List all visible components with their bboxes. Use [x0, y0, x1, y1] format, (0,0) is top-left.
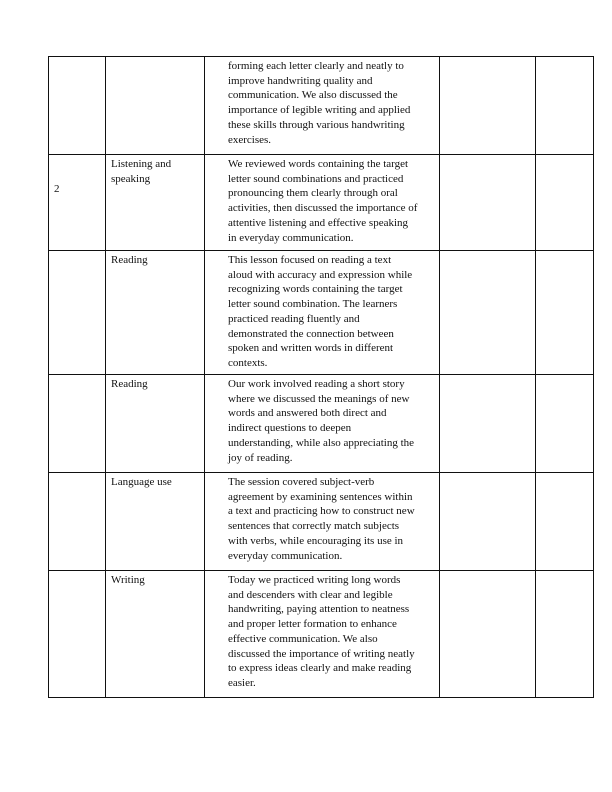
description-line: activities, then discussed the importance of — [228, 202, 418, 215]
week-number-cell — [49, 571, 106, 698]
empty-cell — [440, 375, 536, 473]
description-line: indirect questions to deepen — [228, 422, 352, 435]
strand-line: Listening and — [111, 158, 172, 170]
strand-line: Reading — [111, 378, 148, 390]
description-cell — [205, 571, 440, 698]
table-row — [49, 251, 594, 375]
description-line: aloud with accuracy and expression while — [228, 268, 413, 281]
description-line: easier. — [228, 676, 256, 689]
strand-cell — [106, 571, 205, 698]
description-line: pronouncing them clearly through oral — [228, 187, 398, 200]
description-line: Our work involved reading a short story — [228, 378, 405, 390]
empty-cell — [440, 251, 536, 375]
description-line: Today we practiced writing long words — [228, 574, 401, 586]
description-line: demonstrated the connection between — [228, 327, 394, 340]
empty-cell — [440, 571, 536, 698]
description-line: practiced reading fluently and — [228, 312, 360, 325]
description-line: understanding, while also appreciating the — [228, 436, 415, 449]
description-line: and proper letter formation to enhance — [228, 618, 397, 631]
empty-cell — [536, 571, 594, 698]
description-line: effective communication. We also — [228, 632, 378, 645]
description-line: handwriting, paying attention to neatness — [228, 603, 410, 616]
description-line: with verbs, while encouraging its use in — [228, 534, 404, 547]
description-line: a text and practicing how to construct new — [228, 505, 415, 518]
strand-cell — [106, 473, 205, 571]
description-line: where we discussed the meanings of new — [228, 392, 410, 405]
description-line: sentences that correctly match subjects — [228, 520, 400, 533]
week-number-cell — [49, 473, 106, 571]
description-line: agreement by examining sentences within — [228, 490, 413, 503]
description-cell — [205, 57, 440, 155]
description-line: recognizing words containing the target — [228, 283, 403, 296]
description-line: discussed the importance of writing neatly — [228, 647, 415, 660]
table-row — [49, 155, 594, 251]
description-line: forming each letter clearly and neatly to — [228, 60, 404, 72]
empty-cell — [536, 251, 594, 375]
week-number: 2 — [54, 183, 60, 195]
empty-cell — [440, 57, 536, 155]
description-line: these skills through various handwriting — [228, 118, 405, 131]
description-line: attentive listening and effective speaking — [228, 216, 409, 229]
strand-line: Reading — [111, 254, 148, 266]
description-line: We reviewed words containing the target — [228, 158, 409, 170]
strand-line: Writing — [111, 574, 145, 586]
empty-cell — [440, 473, 536, 571]
description-cell — [205, 375, 440, 473]
empty-cell — [536, 375, 594, 473]
strand-line: Language use — [111, 476, 172, 488]
description-line: and descenders with clear and legible — [228, 588, 393, 601]
table-row — [49, 375, 594, 473]
description-line: to express ideas clearly and make reading — [228, 662, 412, 675]
description-line: in everyday communication. — [228, 231, 354, 244]
description-line: exercises. — [228, 133, 272, 146]
description-line: words and answered both direct and — [228, 407, 387, 420]
table-row — [49, 571, 594, 698]
lesson-table-body — [49, 57, 594, 698]
empty-cell — [536, 473, 594, 571]
description-line: joy of reading. — [228, 451, 293, 464]
week-number-cell — [49, 375, 106, 473]
empty-cell — [536, 155, 594, 251]
description-line: letter sound combinations and practiced — [228, 172, 404, 185]
description-cell — [205, 251, 440, 375]
description-line: improve handwriting quality and — [228, 74, 373, 87]
strand-cell — [106, 251, 205, 375]
description-cell — [205, 155, 440, 251]
week-number-cell — [49, 155, 106, 251]
table-row — [49, 57, 594, 155]
lesson-table — [48, 56, 594, 698]
empty-cell — [536, 57, 594, 155]
description-line: importance of legible writing and applied — [228, 104, 411, 117]
description-line: contexts. — [228, 356, 268, 369]
description-line: spoken and written words in different — [228, 342, 394, 355]
description-line: This lesson focused on reading a text — [228, 254, 392, 266]
description-line: letter sound combination. The learners — [228, 298, 398, 311]
week-number-cell — [49, 251, 106, 375]
empty-cell — [440, 155, 536, 251]
table-row — [49, 473, 594, 571]
strand-cell — [106, 57, 205, 155]
strand-cell — [106, 375, 205, 473]
strand-cell — [106, 155, 205, 251]
description-line: The session covered subject-verb — [228, 476, 375, 488]
description-line: communication. We also discussed the — [228, 89, 398, 102]
description-cell — [205, 473, 440, 571]
strand-line: speaking — [111, 172, 151, 185]
week-number-cell — [49, 57, 106, 155]
description-line: everyday communication. — [228, 549, 343, 562]
